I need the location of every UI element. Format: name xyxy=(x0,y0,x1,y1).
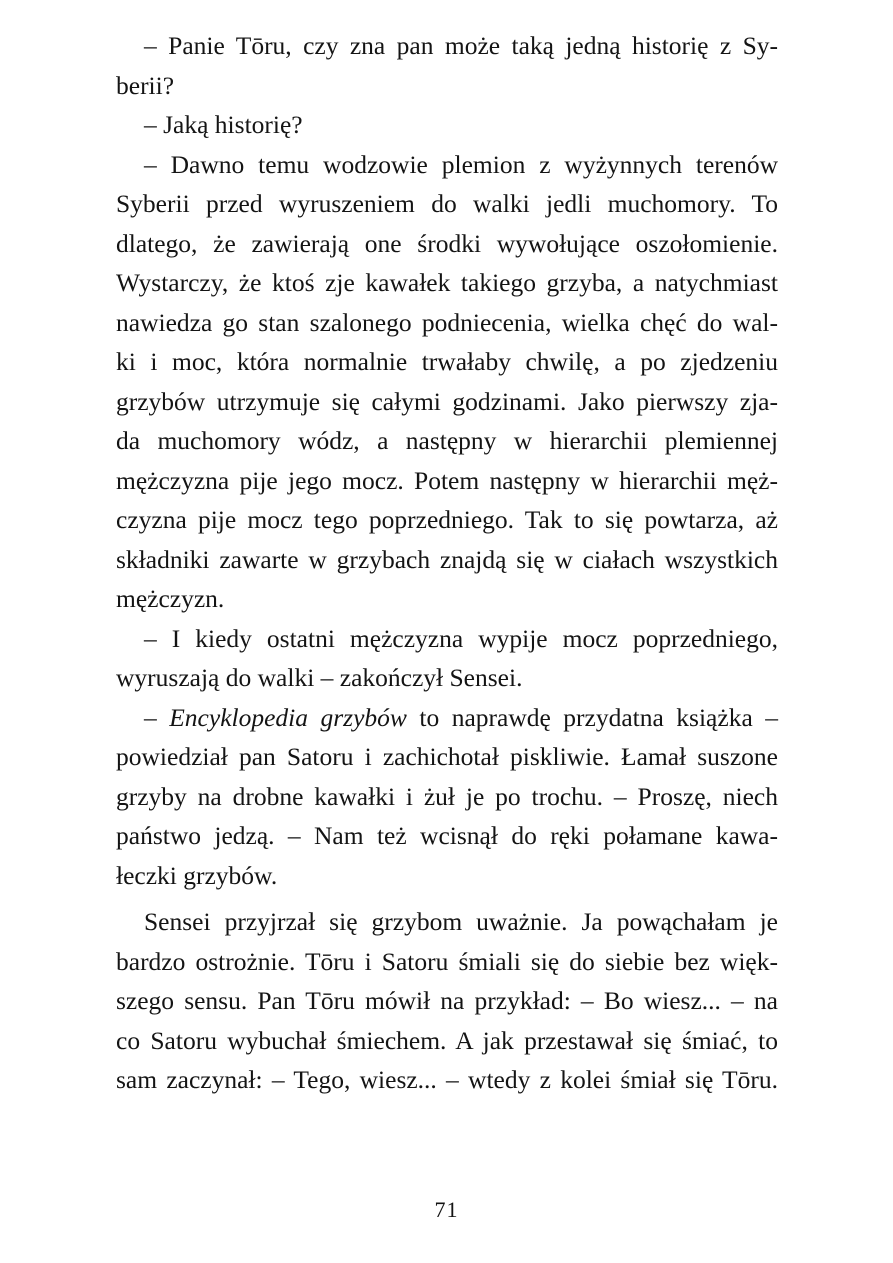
body-text xyxy=(116,26,778,1100)
text-line: szego sensu. Pan Tōru mówił na przykład: – Bo wiesz... – na xyxy=(116,986,778,1015)
text-line: grzyby na drobne kawałki i żuł je po trochu. – Proszę, niech xyxy=(116,781,778,811)
text-line: berii? xyxy=(116,70,175,100)
book-title: Encyklopedia grzybów xyxy=(169,702,407,732)
text-line: sam zaczynał: – Tego, wiesz... – wtedy z kolei śmiał się Tōru. xyxy=(116,1065,778,1094)
text-line: grzybów utrzymuje się całymi godzinami. Jako pierwszy zja- xyxy=(116,386,778,416)
text-line: co Satoru wybuchał śmiechem. A jak przestawał się śmiać, to xyxy=(116,1025,778,1055)
text-line: państwo jedzą. – Nam też wcisnął do ręki połamane kawa- xyxy=(116,821,778,850)
text-line: bardzo ostrożnie. Tōru i Satoru śmiali się do siebie bez więk- xyxy=(116,946,778,976)
text-line: czyzna pije mocz tego poprzedniego. Tak to się powtarza, aż xyxy=(116,505,778,534)
text-line-with-title xyxy=(116,698,778,738)
text-line: – Panie Tōru, czy zna pan może taką jedną historię z Sy- xyxy=(144,31,778,60)
text-line: da muchomory wódz, a następny w hierarchii plemiennej xyxy=(116,426,778,455)
text-line: nawiedza go stan szalonego podniecenia, wielka chęć do wal- xyxy=(116,307,778,337)
text-line: Wystarczy, że ktoś zje kawałek takiego grzyba, a natychmiast xyxy=(116,268,778,297)
text-line: powiedział pan Satoru i zachichotał piskliwie. Łamał suszone xyxy=(116,742,778,771)
text-line: – Jaką historię? xyxy=(144,110,303,139)
page-number: 71 xyxy=(434,1197,459,1222)
text-line: ki i moc, która normalnie trwałaby chwilę, a po zjedzeniu xyxy=(116,347,778,376)
text-line: łeczki grzybów. xyxy=(116,860,278,890)
text-line: mężczyzna pije jego mocz. Potem następny w hierarchii męż- xyxy=(116,465,778,495)
text-line: Sensei przyjrzał się grzybom uważnie. Ja powąchałam je xyxy=(144,907,778,936)
text-line: Syberii przed wyruszeniem do walki jedli muchomory. To xyxy=(116,189,778,218)
text-line: – Dawno temu wodzowie plemion z wyżynnych terenów xyxy=(144,149,778,179)
text-line: mężczyzn. xyxy=(116,584,225,613)
dash-prefix: – xyxy=(144,702,170,732)
text-line: dlatego, że zawierają one środki wywołujące oszołomienie. xyxy=(116,228,778,258)
text-line: składniki zawarte w grzybach znajdą się w ciałach wszystkich xyxy=(116,544,778,574)
text-line: wyruszają do walki – zakończył Sensei. xyxy=(116,663,523,692)
line-remainder: to naprawdę przydatna książka – xyxy=(406,702,778,732)
text-line: – I kiedy ostatni mężczyzna wypije mocz poprzedniego, xyxy=(144,623,778,653)
